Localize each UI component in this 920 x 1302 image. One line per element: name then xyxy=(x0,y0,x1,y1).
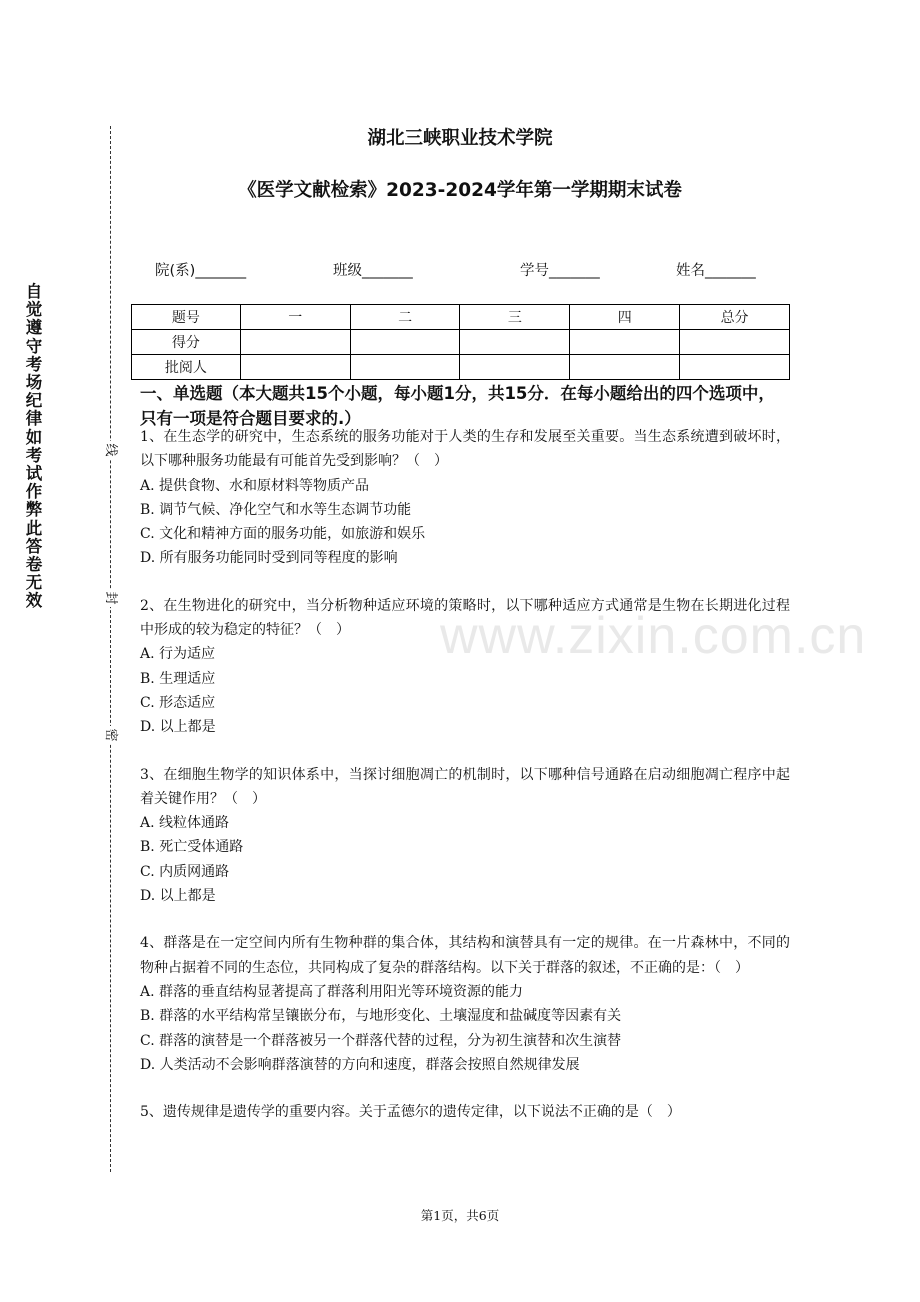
score-table xyxy=(131,304,790,380)
option-c: C. 内质网通路 xyxy=(140,863,230,880)
question-1 xyxy=(140,425,790,571)
table-header-cell: 三 xyxy=(460,305,570,330)
option-a: A. 群落的垂直结构显著提高了群落利用阳光等环境资源的能力 xyxy=(140,983,524,1000)
seal-mark-seal: 封 xyxy=(100,589,120,607)
score-cell xyxy=(350,330,460,355)
info-department: 院(系)_______ xyxy=(155,263,247,279)
question-3 xyxy=(140,763,790,909)
info-class: 班级_______ xyxy=(333,263,413,279)
reviewer-cell xyxy=(350,355,460,380)
question-list xyxy=(140,425,790,1147)
option-a: A. 提供食物、水和原材料等物质产品 xyxy=(140,477,370,494)
watermark: www.zixin.com.cn xyxy=(440,607,867,665)
option-a: A. 行为适应 xyxy=(140,646,216,663)
seal-mark-secret: 密 xyxy=(100,726,120,744)
question-stem: 1、在生态学的研究中，生态系统的服务功能对于人类的生存和发展至关重要。当生态系统遭到破坏时，以下哪种服务功能最有可能首先受到影响？（ ） xyxy=(140,429,790,470)
option-b: B. 生理适应 xyxy=(140,670,216,687)
option-c: C. 形态适应 xyxy=(140,694,216,711)
option-a: A. 线粒体通路 xyxy=(140,815,230,832)
reviewer-row xyxy=(132,355,790,380)
table-header-cell: 总分 xyxy=(680,305,790,330)
table-header-cell: 二 xyxy=(350,305,460,330)
question-stem: 5、遗传规律是遗传学的重要内容。关于孟德尔的遗传定律，以下说法不正确的是（ ） xyxy=(140,1104,681,1121)
option-b: B. 死亡受体通路 xyxy=(140,839,244,856)
question-5 xyxy=(140,1100,790,1124)
score-row xyxy=(132,330,790,355)
question-stem: 2、在生物进化的研究中，当分析物种适应环境的策略时，以下哪种适应方式通常是生物在长期进化过程中形成的较为稳定的特征？（ ） xyxy=(140,597,790,639)
seal-dashed-line xyxy=(110,126,111,1172)
score-cell xyxy=(570,330,680,355)
row-label-cell: 得分 xyxy=(132,330,241,355)
score-cell xyxy=(680,330,790,355)
reviewer-cell xyxy=(680,355,790,380)
question-4 xyxy=(140,931,790,1077)
reviewer-cell xyxy=(570,355,680,380)
table-header-cell: 一 xyxy=(240,305,350,330)
option-c: C. 文化和精神方面的服务功能，如旅游和娱乐 xyxy=(140,526,426,543)
school-name: 湖北三峡职业技术学院 xyxy=(367,128,553,149)
info-student-id: 学号_______ xyxy=(520,263,600,279)
option-c: C. 群落的演替是一个群落被另一个群落代替的过程，分为初生演替和次生演替 xyxy=(140,1032,622,1049)
seal-mark-line: 线 xyxy=(100,441,120,459)
page-footer: 第1页，共6页 xyxy=(420,1208,500,1223)
score-cell xyxy=(240,330,350,355)
option-d: D. 人类活动不会影响群落演替的方向和速度，群落会按照自然规律发展 xyxy=(140,1056,580,1073)
table-header-cell: 题号 xyxy=(132,305,241,330)
row-label-cell: 批阅人 xyxy=(132,355,241,380)
question-2 xyxy=(140,594,790,740)
section-heading: 一、单选题（本大题共15个小题，每小题1分，共15分．在每小题给出的四个选项中，只有一项是符合题目要求的.） xyxy=(140,384,775,428)
option-d: D. 以上都是 xyxy=(140,719,216,736)
info-name: 姓名_______ xyxy=(676,263,756,279)
table-header-cell: 四 xyxy=(570,305,680,330)
option-b: B. 群落的水平结构常呈镶嵌分布，与地形变化、土壤湿度和盐碱度等因素有关 xyxy=(140,1008,622,1025)
option-d: D. 所有服务功能同时受到同等程度的影响 xyxy=(140,550,398,567)
option-b: B. 调节气候、净化空气和水等生态调节功能 xyxy=(140,501,412,518)
reviewer-cell xyxy=(460,355,570,380)
option-d: D. 以上都是 xyxy=(140,888,216,905)
question-stem: 4、群落是在一定空间内所有生物种群的集合体，其结构和演替具有一定的规律。在一片森林中，不同的物种占据着不同的生态位，共同构成了复杂的群落结构。以下关于群落的叙述，不正确的是：（ ） xyxy=(140,935,790,976)
question-stem: 3、在细胞生物学的知识体系中，当探讨细胞凋亡的机制时，以下哪种信号通路在启动细胞凋亡程序中起着关键作用？（ ） xyxy=(140,766,790,807)
side-warning: 自觉遵守考场纪律如考试作弊此答卷无效 xyxy=(25,282,43,611)
exam-title: 《医学文献检索》2023-2024学年第一学期期末试卷 xyxy=(238,180,682,201)
reviewer-cell xyxy=(240,355,350,380)
score-table-header-row xyxy=(132,305,790,330)
score-cell xyxy=(460,330,570,355)
